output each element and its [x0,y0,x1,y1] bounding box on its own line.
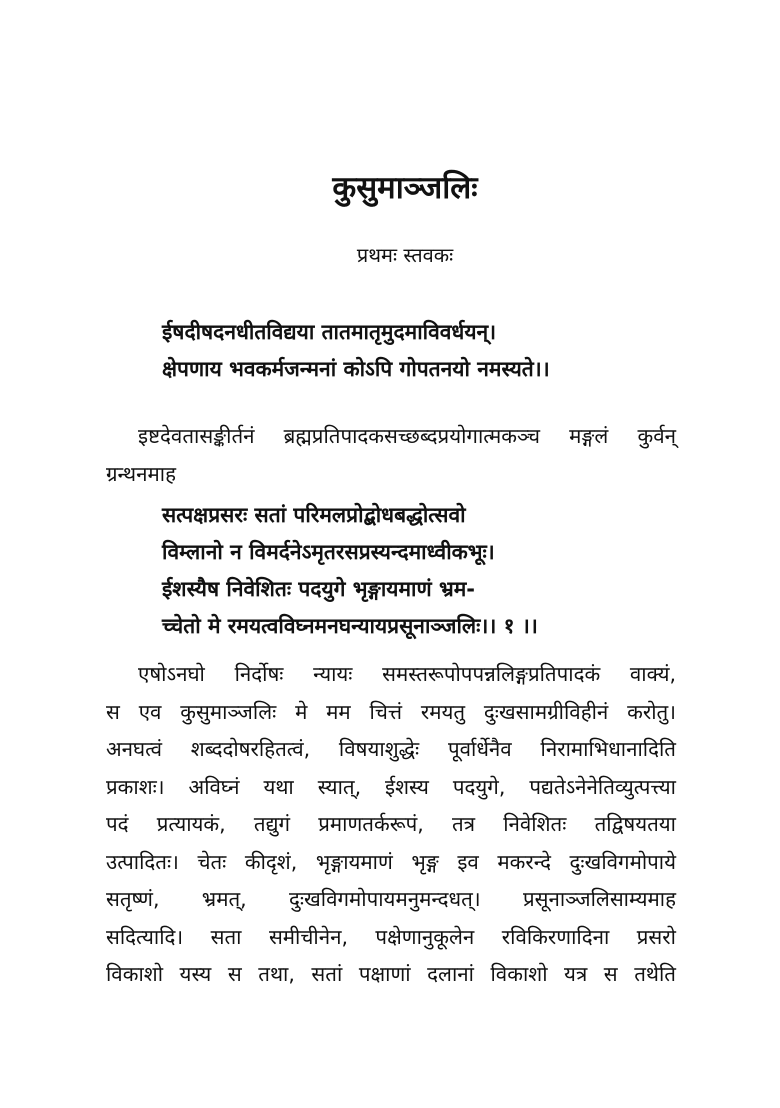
invocation-verse [162,314,550,388]
prose-line: विकाशो यस्य स तथा, सतां पक्षाणां दलानां विकाशो यत्र स तथेति [106,962,676,986]
verse-line: सत्पक्षप्रसरः सतां परिमलप्रोद्बोधबद्धोत्सवो [162,503,466,527]
intro-paragraph [106,418,676,493]
prose-line: पदं प्रत्यायकं, तद्युगं प्रमाणतर्करूपं, तत्र निवेशितः तद्विषयतया [106,812,676,836]
verse-line: ईषदीषदनधीतविद्यया तातमातृमुदमाविवर्धयन्। [162,320,497,344]
prose-line: इष्टदेवतासङ्कीर्तनं ब्रह्मप्रतिपादकसच्छब्दप्रयोगात्मकञ्च मङ्गलं कुर्वन् [138,424,676,448]
verse-line: च्चेतो मे रमयत्वविघ्नमनघन्यायप्रसूनाञ्जलिः।। १ ।। [162,614,538,638]
prose-line: स एव कुसुमाञ्जलिः मे मम चित्तं रमयतु दुःखसामग्रीविहीनं करोतु। [106,699,676,724]
prose-line: अनघत्वं शब्ददोषरहितत्वं, विषयाशुद्धेः पूर्वार्धेनैव निरामाभिधानादिति [106,737,676,761]
verse-line: ईशस्यैष निवेशितः पदयुगे भृङ्गायमाणं भ्रम- [162,577,475,601]
section-title: प्रथमः स्तवकः [356,243,454,267]
verse-line: विम्लानो न विमर्दनेऽमृतरसप्रस्यन्दमाध्वीकभूः। [162,540,495,564]
verse-line: क्षेपणाय भवकर्मजन्मनां कोऽपि गोपतनयो नमस्यते।। [162,357,550,381]
page-title: कुसुमाञ्जलिः [332,170,478,206]
prose-line: उत्पादितः। चेतः कीदृशं, भृङ्गायमाणं भृङ्ग इव मकरन्दे दुःखविगमोपाये [106,849,676,874]
prose-line: प्रकाशः। अविघ्नं यथा स्यात्, ईशस्य पदयुगे, पद्यतेऽनेनेतिव्युत्पत्त्या [106,774,676,799]
commentary-paragraph [106,656,676,994]
prose-line: सदित्यादि। सता समीचीनेन, पक्षेणानुकूलेन रविकिरणादिना प्रसरो [106,924,676,949]
main-verse [162,497,538,645]
prose-line: एषोऽनघो निर्दोषः न्यायः समस्तरूपोपपन्नलिङ्गप्रतिपादकं वाक्यं, [138,662,676,686]
prose-line: ग्रन्थनमाह [106,461,176,486]
prose-line: सतृष्णं, भ्रमत्, दुःखविगमोपायमनुमन्दधत्। प्रसूनाञ्जलिसाम्यमाह [106,887,676,911]
